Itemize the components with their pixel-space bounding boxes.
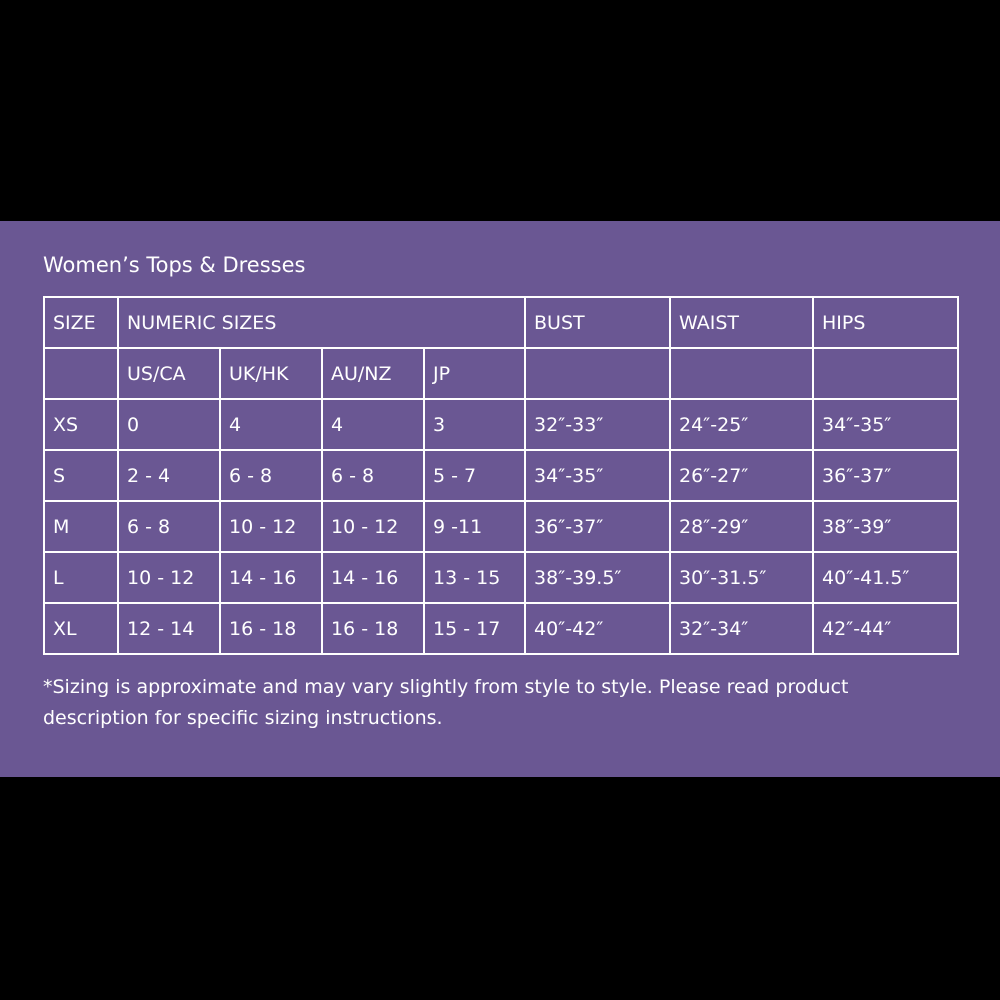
empty-cell (525, 348, 670, 399)
bust-cell: 32″-33″ (525, 399, 670, 450)
uk-hk-subheader: UK/HK (220, 348, 322, 399)
empty-cell (44, 348, 118, 399)
us-ca-cell: 0 (118, 399, 220, 450)
size-cell: XS (44, 399, 118, 450)
table-row (44, 603, 958, 654)
jp-cell: 3 (424, 399, 525, 450)
uk-hk-cell: 16 - 18 (220, 603, 322, 654)
us-ca-cell: 10 - 12 (118, 552, 220, 603)
us-ca-cell: 12 - 14 (118, 603, 220, 654)
table-header-row (44, 297, 958, 348)
jp-cell: 5 - 7 (424, 450, 525, 501)
hips-cell: 40″-41.5″ (813, 552, 958, 603)
table-row (44, 552, 958, 603)
table-row (44, 399, 958, 450)
hips-cell: 36″-37″ (813, 450, 958, 501)
bust-header: BUST (525, 297, 670, 348)
uk-hk-cell: 6 - 8 (220, 450, 322, 501)
bust-cell: 34″-35″ (525, 450, 670, 501)
numeric-sizes-header: NUMERIC SIZES (118, 297, 525, 348)
hips-cell: 38″-39″ (813, 501, 958, 552)
size-chart-panel (0, 221, 1000, 777)
size-cell: M (44, 501, 118, 552)
table-subheader-row (44, 348, 958, 399)
size-cell: L (44, 552, 118, 603)
au-nz-cell: 6 - 8 (322, 450, 424, 501)
waist-cell: 32″-34″ (670, 603, 813, 654)
uk-hk-cell: 10 - 12 (220, 501, 322, 552)
waist-header: WAIST (670, 297, 813, 348)
hips-cell: 42″-44″ (813, 603, 958, 654)
bust-cell: 38″-39.5″ (525, 552, 670, 603)
hips-header: HIPS (813, 297, 958, 348)
uk-hk-cell: 4 (220, 399, 322, 450)
au-nz-subheader: AU/NZ (322, 348, 424, 399)
au-nz-cell: 16 - 18 (322, 603, 424, 654)
waist-cell: 28″-29″ (670, 501, 813, 552)
us-ca-subheader: US/CA (118, 348, 220, 399)
hips-cell: 34″-35″ (813, 399, 958, 450)
au-nz-cell: 10 - 12 (322, 501, 424, 552)
empty-cell (813, 348, 958, 399)
size-cell: S (44, 450, 118, 501)
table-row (44, 501, 958, 552)
sizing-footnote: *Sizing is approximate and may vary slightly from style to style. Please read product description for specific sizing instructions. (43, 676, 849, 729)
jp-cell: 15 - 17 (424, 603, 525, 654)
table-row (44, 450, 958, 501)
jp-cell: 13 - 15 (424, 552, 525, 603)
empty-cell (670, 348, 813, 399)
bust-cell: 40″-42″ (525, 603, 670, 654)
au-nz-cell: 14 - 16 (322, 552, 424, 603)
size-header: SIZE (44, 297, 118, 348)
uk-hk-cell: 14 - 16 (220, 552, 322, 603)
waist-cell: 26″-27″ (670, 450, 813, 501)
waist-cell: 24″-25″ (670, 399, 813, 450)
jp-cell: 9 -11 (424, 501, 525, 552)
waist-cell: 30″-31.5″ (670, 552, 813, 603)
size-table (43, 296, 959, 655)
au-nz-cell: 4 (322, 399, 424, 450)
us-ca-cell: 2 - 4 (118, 450, 220, 501)
bust-cell: 36″-37″ (525, 501, 670, 552)
size-cell: XL (44, 603, 118, 654)
jp-subheader: JP (424, 348, 525, 399)
us-ca-cell: 6 - 8 (118, 501, 220, 552)
chart-title: Women’s Tops & Dresses (43, 253, 306, 277)
